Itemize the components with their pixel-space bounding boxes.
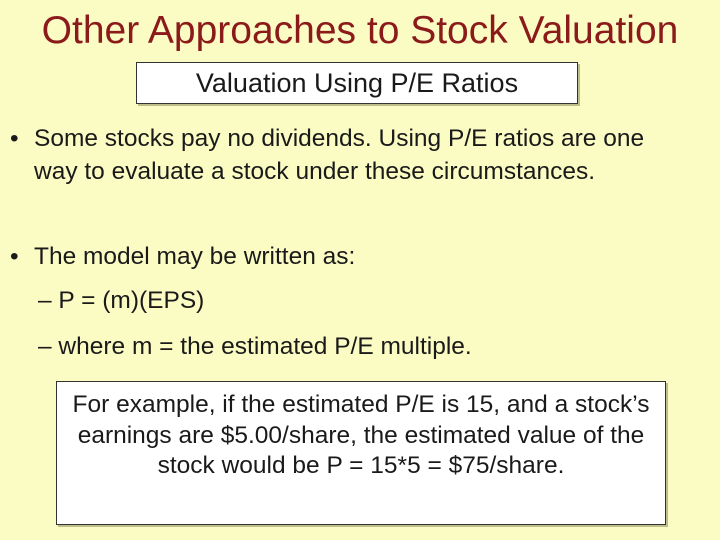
subtitle-box: Valuation Using P/E Ratios <box>136 62 578 104</box>
example-box: For example, if the estimated P/E is 15, and a stock’s earnings are $5.00/share, the estimated value of the stock would be P = 15*5 = $75/share. <box>56 381 666 525</box>
bullet-text: Some stocks pay no dividends. Using P/E ratios are one way to evaluate a stock under these circumstances. <box>34 125 645 185</box>
bullet-item <box>10 240 694 273</box>
bullet-text: The model may be written as: <box>34 243 356 270</box>
bullet-item <box>10 122 694 188</box>
sub-bullet-formula: – P = (m)(EPS) <box>38 287 205 314</box>
sub-bullet-definition: – where m = the estimated P/E multiple. <box>38 333 472 360</box>
bullet-mark: • <box>10 125 19 152</box>
slide-title: Other Approaches to Stock Valuation <box>41 9 679 52</box>
bullet-mark: • <box>10 243 19 270</box>
